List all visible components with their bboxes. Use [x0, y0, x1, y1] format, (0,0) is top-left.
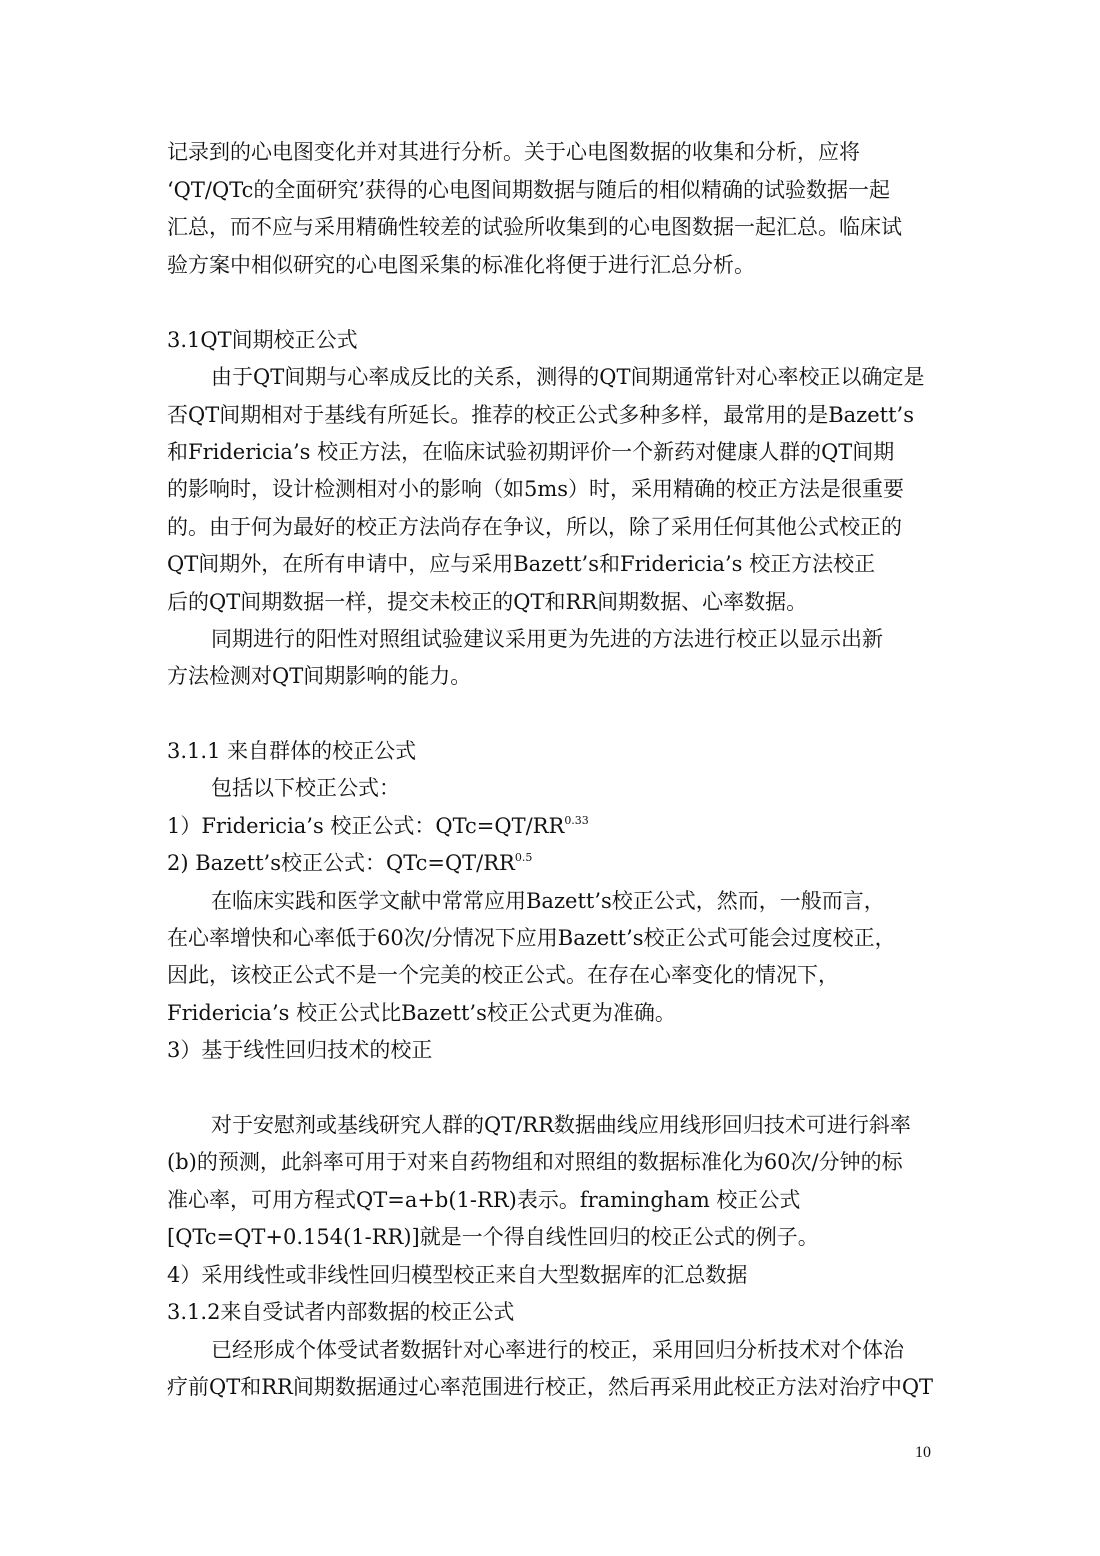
body-text-line: 和Fridericia’s 校正方法，在临床试验初期评价一个新药对健康人群的QT间期 [167, 440, 895, 464]
body-text-line: (b)的预测，此斜率可用于对来自药物组和对照组的数据标准化为60次/分钟的标 [167, 1150, 903, 1174]
body-text-line: 准心率，可用方程式QT=a+b(1-RR)表示。framingham 校正公式 [167, 1188, 801, 1212]
formula-exponent: 0.5 [514, 851, 533, 864]
body-text-line: 后的QT间期数据一样，提交未校正的QT和RR间期数据、心率数据。 [167, 590, 808, 614]
formula-exponent: 0.33 [564, 814, 589, 827]
body-text-line: 同期进行的阳性对照组试验建议采用更为先进的方法进行校正以显示出新 [211, 627, 883, 651]
body-text-line: 方法检测对QT间期影响的能力。 [167, 664, 472, 688]
page-number: 10 [915, 1444, 931, 1461]
body-text-line: 在临床实践和医学文献中常常应用Bazett’s校正公式，然而，一般而言， [211, 889, 885, 913]
body-text-line: Fridericia’s 校正公式比Bazett’s校正公式更为准确。 [167, 1001, 676, 1025]
body-text-line: QT间期外，在所有申请中，应与采用Bazett’s和Fridericia’s 校正方法校正 [167, 552, 876, 576]
body-text-line: 疗前QT和RR间期数据通过心率范围进行校正，然后再采用此校正方法对治疗中QT [167, 1375, 934, 1399]
body-text-line: 包括以下校正公式： [211, 776, 400, 800]
formula-text: 2) Bazett’s校正公式：QTc=QT/RR [167, 851, 515, 875]
body-text-line: 在心率增快和心率低于60次/分情况下应用Bazett’s校正公式可能会过度校正， [167, 926, 896, 950]
body-text-line: 的影响时，设计检测相对小的影响（如5ms）时，采用精确的校正方法是很重要 [167, 477, 905, 501]
body-text-line: 由于QT间期与心率成反比的关系，测得的QT间期通常针对心率校正以确定是 [211, 365, 925, 389]
body-text-line: [QTc=QT+0.154(1-RR)]就是一个得自线性回归的校正公式的例子。 [167, 1225, 819, 1249]
section-heading-3-1-1: 3.1.1 来自群体的校正公式 [167, 739, 417, 763]
body-text-line: 否QT间期相对于基线有所延长。推荐的校正公式多种多样，最常用的是Bazett’s [167, 403, 914, 427]
body-text-line: 验方案中相似研究的心电图采集的标准化将便于进行汇总分析。 [167, 253, 755, 277]
body-text-line: 已经形成个体受试者数据针对心率进行的校正，采用回归分析技术对个体治 [211, 1338, 904, 1362]
body-text-line: 对于安慰剂或基线研究人群的QT/RR数据曲线应用线形回归技术可进行斜率 [211, 1113, 911, 1137]
section-heading-3-1-2: 3.1.2来自受试者内部数据的校正公式 [167, 1300, 515, 1324]
body-text-line: 的。由于何为最好的校正方法尚存在争议，所以，除了采用任何其他公式校正的 [167, 515, 902, 539]
formula-item-fridericia [167, 811, 589, 841]
formula-text: 1）Fridericia’s 校正公式：QTc=QT/RR [167, 814, 565, 838]
body-text-line: 因此，该校正公式不是一个完美的校正公式。在存在心率变化的情况下， [167, 963, 839, 987]
body-text-line: 记录到的心电图变化并对其进行分析。关于心电图数据的收集和分析，应将 [167, 140, 860, 164]
formula-item-bazett [167, 848, 532, 878]
section-heading-3-1: 3.1QT间期校正公式 [167, 328, 358, 352]
body-text-line: 汇总，而不应与采用精确性较差的试验所收集到的心电图数据一起汇总。临床试 [167, 215, 902, 239]
list-item-4: 4）采用线性或非线性回归模型校正来自大型数据库的汇总数据 [167, 1263, 748, 1287]
list-item-3: 3）基于线性回归技术的校正 [167, 1038, 433, 1062]
body-text-line: ‘QT/QTc的全面研究’获得的心电图间期数据与随后的相似精确的试验数据一起 [167, 178, 891, 202]
